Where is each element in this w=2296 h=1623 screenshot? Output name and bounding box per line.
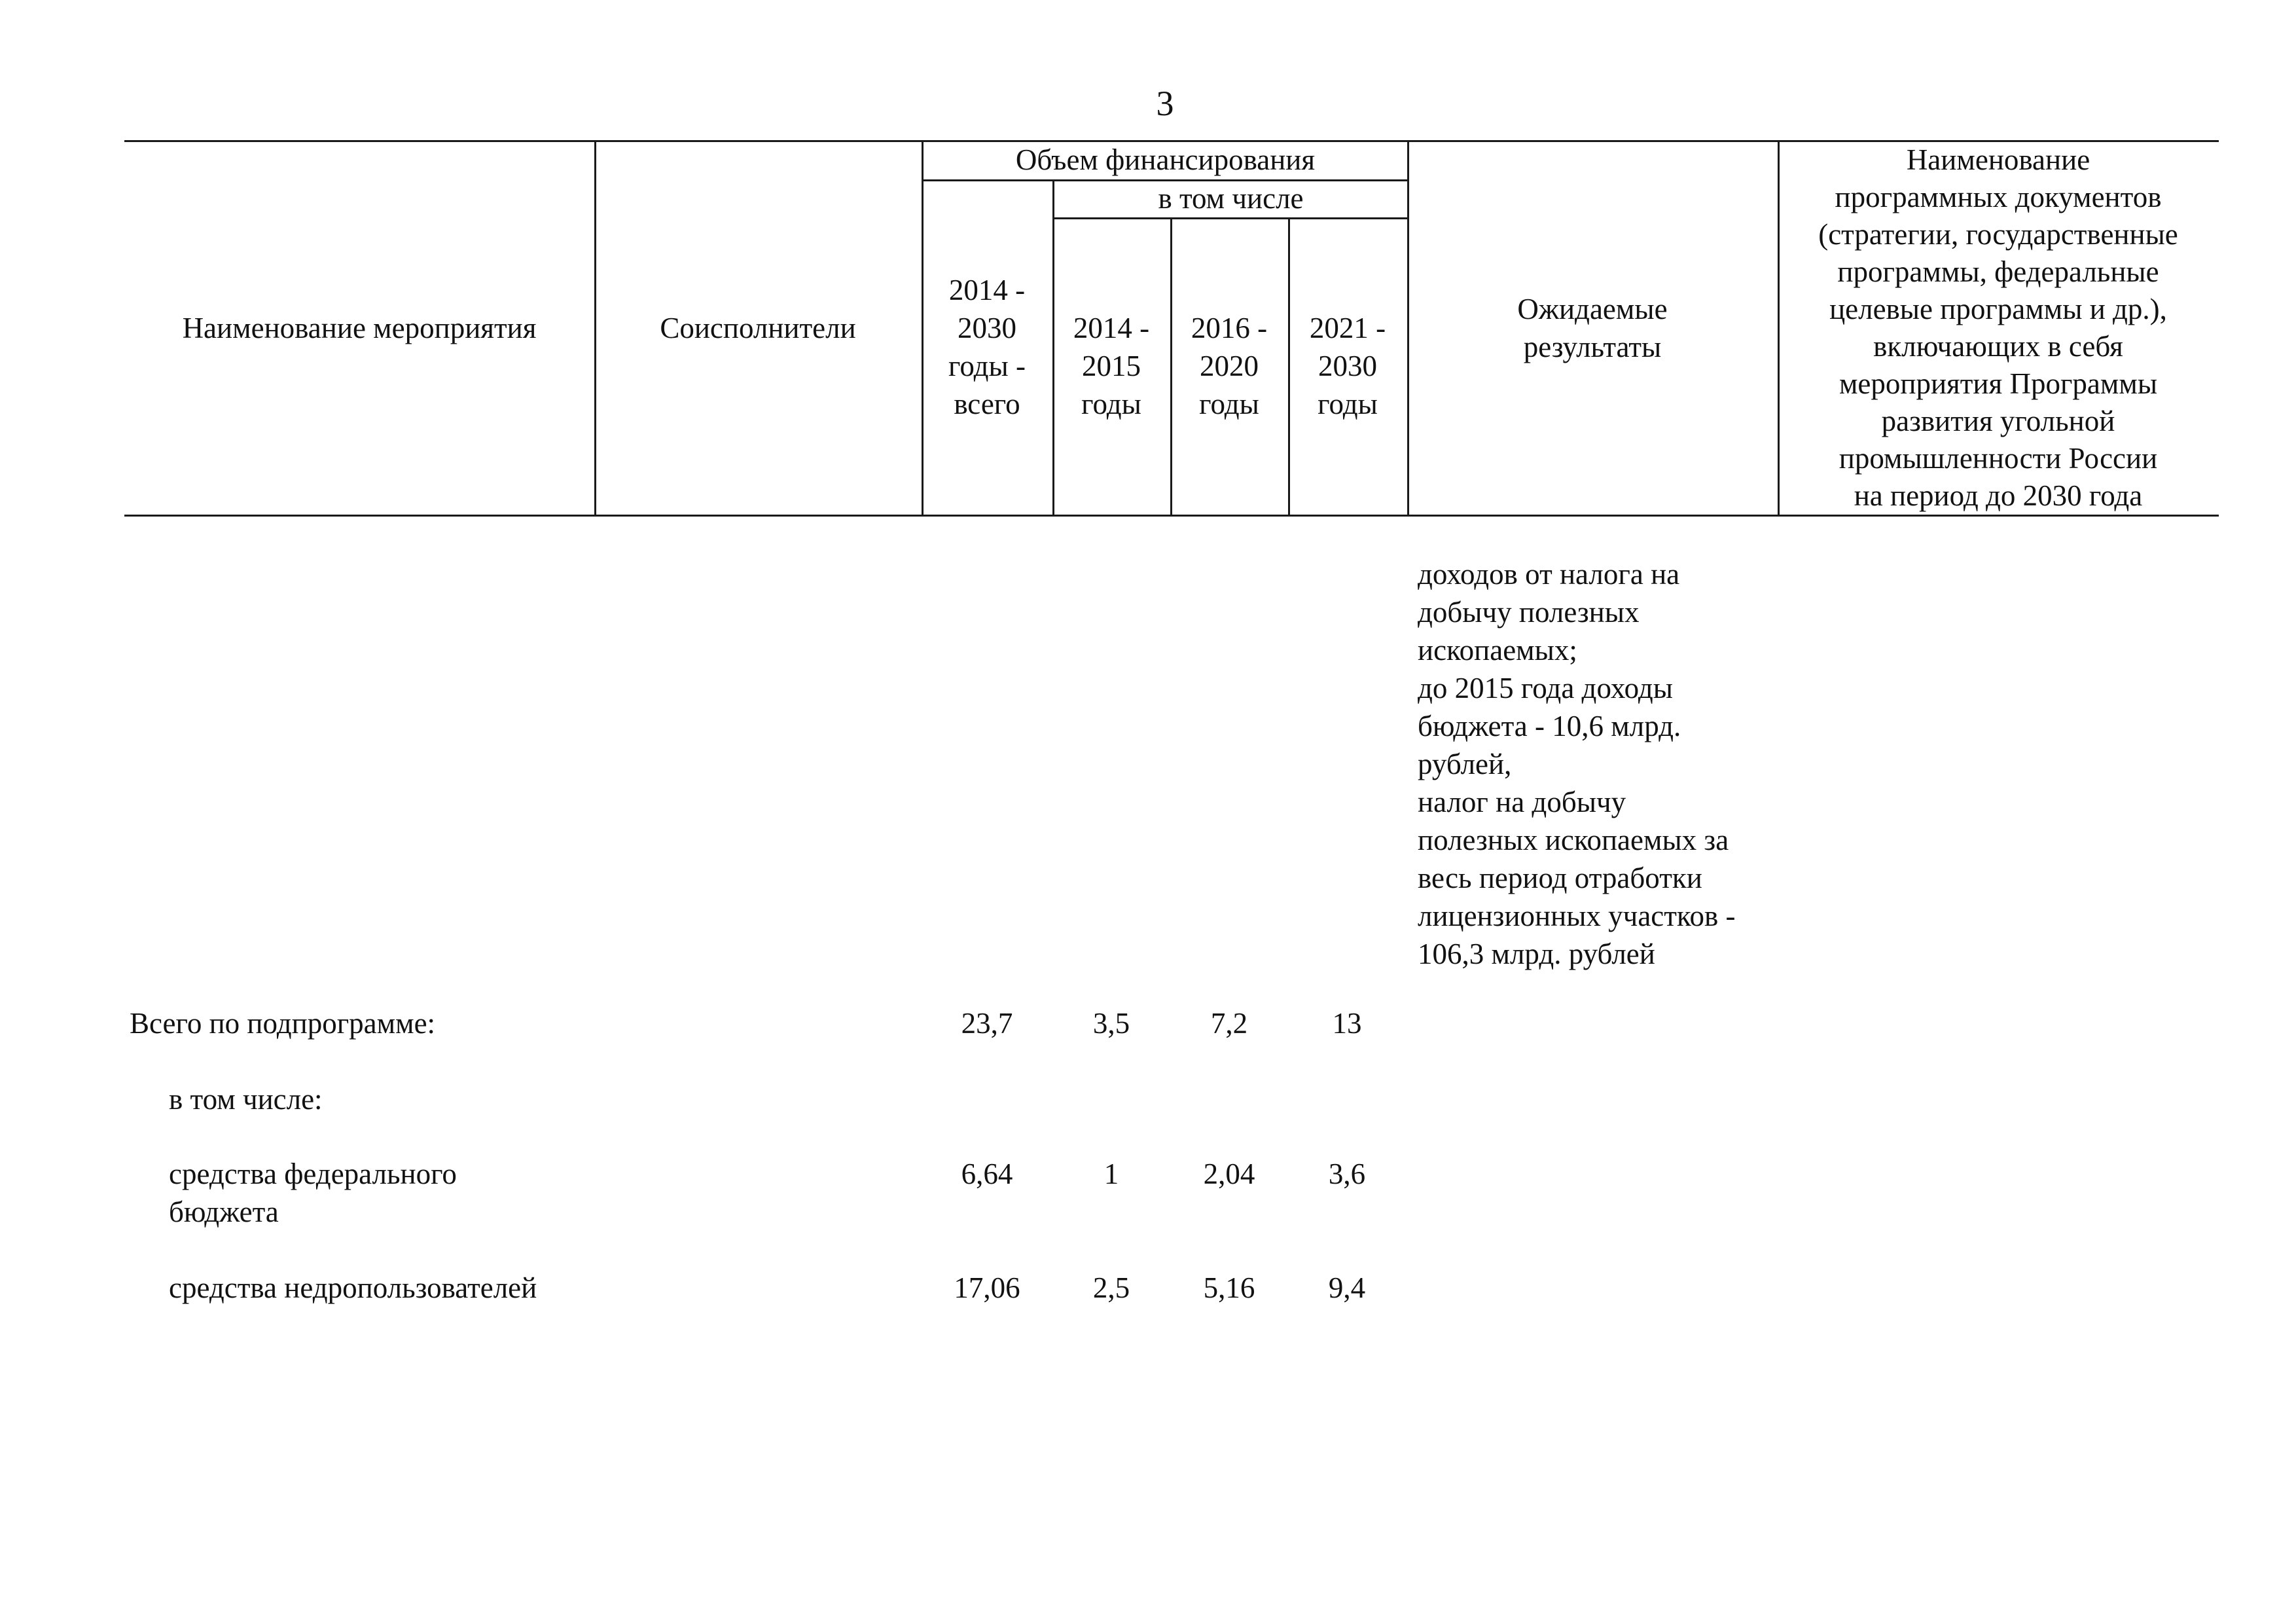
row-including-label: в том числе: [169,1083,323,1116]
header-expected-results [1407,140,1778,516]
header-co-executors [594,140,922,516]
header-period-2021-2030-text: 2021 - 2030 годы [1309,312,1386,420]
row-federal-budget-value-2021-2030: 3,6 [1328,1158,1366,1190]
row-subsoil-users-value-2021-2030: 9,4 [1328,1271,1366,1304]
row-subsoil-users-value-2014-2015: 2,5 [1092,1271,1130,1304]
header-period-2016-2020 [1170,217,1288,515]
row-federal-budget-label: средства федерального бюджета [169,1158,457,1228]
row-subsoil-users-value-all-years: 17,06 [954,1271,1020,1304]
row-federal-budget-value-2016-2020: 2,04 [1203,1158,1255,1190]
header-funding-volume-text: Объем финансирования [1015,143,1316,176]
header-period-2021-2030 [1288,217,1407,515]
header-total-years [922,179,1052,515]
header-measure-name-text: Наименование мероприятия [182,312,537,344]
row-federal-budget-value-2014-2015: 1 [1103,1158,1119,1190]
header-period-2014-2015 [1052,217,1170,515]
row-federal-budget-value-all-years: 6,64 [961,1158,1013,1190]
row-total-value-all-years: 23,7 [961,1007,1013,1040]
header-program-documents [1778,140,2219,516]
header-total-years-text: 2014 - 2030 годы - всего [948,274,1026,420]
header-co-executors-text: Соисполнители [660,312,856,344]
header-funding-volume [922,140,1409,179]
page-number: 3 [1156,84,1174,123]
header-expected-results-text: Ожидаемые результаты [1517,293,1668,363]
header-including-text: в том числе [1158,182,1304,215]
row-total-value-2016-2020: 7,2 [1210,1007,1248,1040]
header-measure-name [124,140,594,516]
row-subsoil-users-label: средства недропользователей [169,1271,537,1304]
row-subsoil-users-value-2016-2020: 5,16 [1203,1271,1255,1304]
header-period-2014-2015-text: 2014 - 2015 годы [1073,312,1150,420]
row-total-label: Всего по подпрограмме: [130,1007,436,1040]
row-total-value-2014-2015: 3,5 [1092,1007,1130,1040]
expected-results-continuation: доходов от налога на добычу полезных ископаемых; до 2015 года доходы бюджета - 10,6 млрд. рублей, налог на добычу полезных ископаемых за весь период отработки лицензионных участков - 106,3 млрд. рублей [1418,558,1736,970]
header-including [1052,179,1409,217]
header-period-2016-2020-text: 2016 - 2020 годы [1191,312,1268,420]
row-total-value-2021-2030: 13 [1332,1007,1362,1040]
header-program-documents-text: Наименование программных документов (стратегии, государственные программы, федеральные целевые программы и др.), включающих в себя мероприятия Программы развития угольной промышленности России на период до 2030 года [1818,143,2178,512]
